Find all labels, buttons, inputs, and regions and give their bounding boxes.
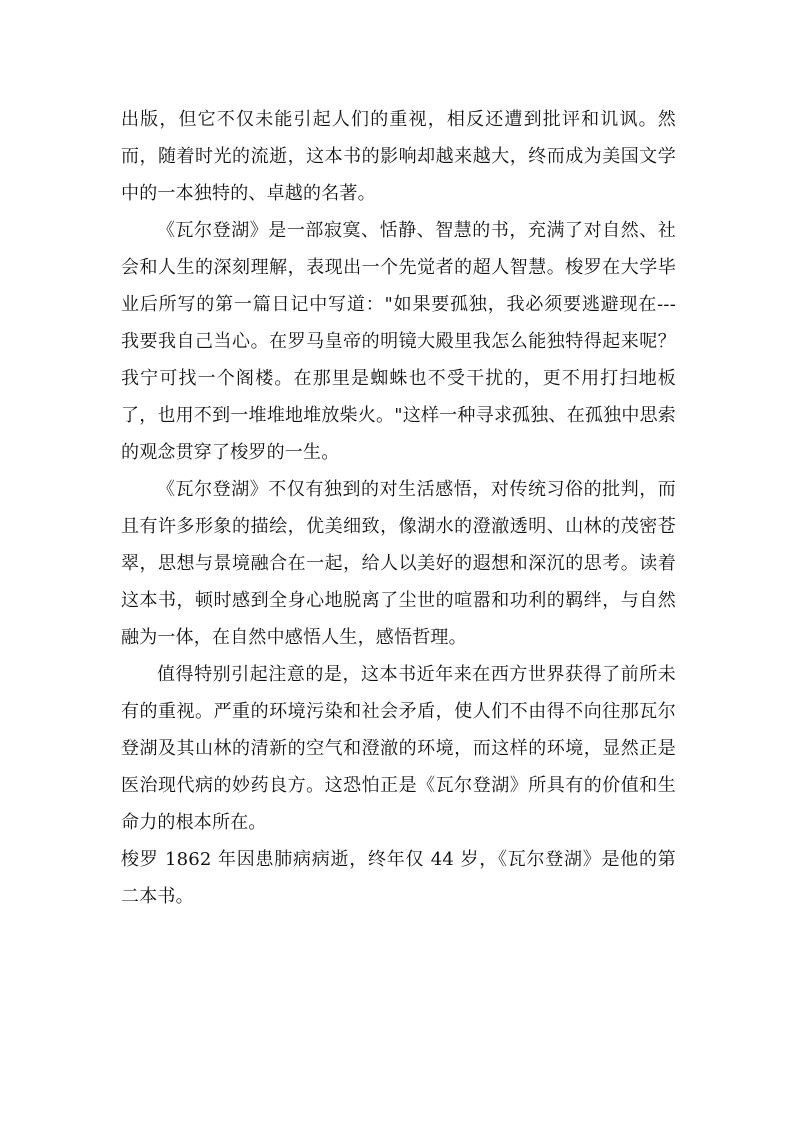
document-body [121,101,676,915]
paragraph-modern-value: 值得特别引起注意的是，这本书近年来在西方世界获得了前所未有的重视。严重的环境污染和社会矛盾，使人们不由得不向往那瓦尔登湖及其山林的清新的空气和澄澈的环境，而这样的环境，显然正是医治现代病的妙药良方。这恐怕正是《瓦尔登湖》所具有的价值和生命力的根本所在。 [121,664,676,833]
paragraph-author-death: 梭罗 1862 年因患肺病病逝，终年仅 44 岁，《瓦尔登湖》是他的第二本书。 [121,849,676,907]
paragraph-nature: 《瓦尔登湖》不仅有独到的对生活感悟，对传统习俗的批判，而且有许多形象的描绘，优美细致，像湖水的澄澈透明、山林的茂密苍翠，思想与景境融合在一起，给人以美好的遐想和深沉的思考。读着这本书，顿时感到全身心地脱离了尘世的喧嚣和功利的羁绊，与自然融为一体，在自然中感悟人生，感悟哲理。 [121,479,676,648]
paragraph-solitude: 《瓦尔登湖》是一部寂寞、恬静、智慧的书，充满了对自然、社会和人生的深刻理解，表现出一个先觉者的超人智慧。梭罗在大学毕业后所写的第一篇日记中写道："如果要孤独，我必须要逃避现在---我要我自己当心。在罗马皇帝的明镜大殿里我怎么能独特得起来呢？我宁可找一个阁楼。在那里是蜘蛛也不受干扰的，更不用打扫地板了，也用不到一堆堆地堆放柴火。"这样一种寻求孤独、在孤独中思索的观念贯穿了梭罗的一生。 [121,220,676,463]
paragraph-publication: 出版，但它不仅未能引起人们的重视，相反还遭到批评和讥讽。然而，随着时光的流逝，这本书的影响却越来越大，终而成为美国文学中的一本独特的、卓越的名著。 [121,109,676,204]
